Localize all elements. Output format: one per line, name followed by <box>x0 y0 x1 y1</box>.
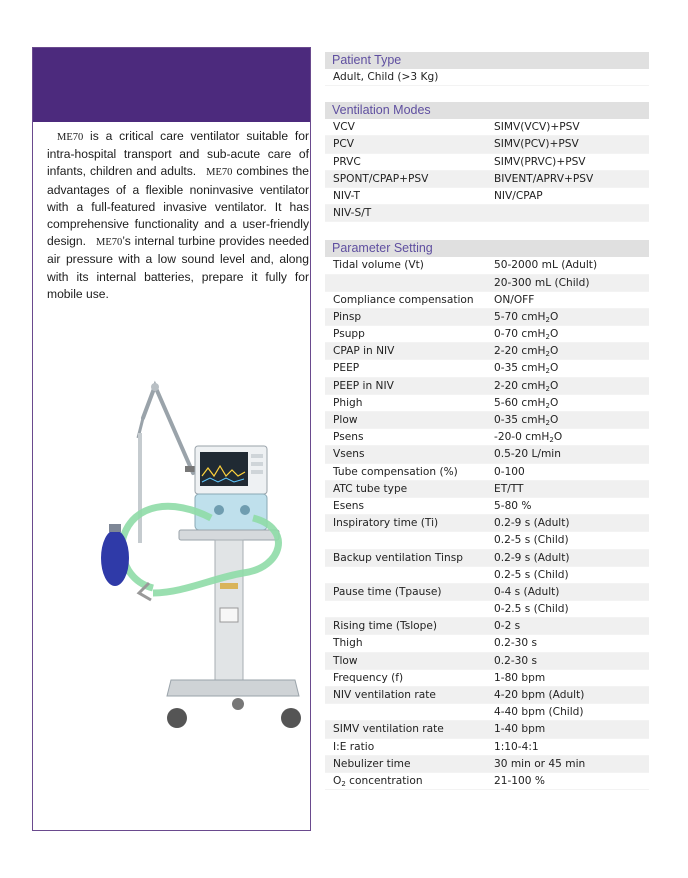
parameter-value <box>494 205 649 221</box>
parameter-value: 4-20 bpm (Adult) <box>494 689 585 701</box>
parameter-value: 1-80 bpm <box>494 671 546 684</box>
table-row <box>325 756 649 773</box>
parameter-value: 0-4 s (Adult) <box>494 585 560 598</box>
parameter-value: SIMV(PCV)+PSV <box>494 138 579 151</box>
parameter-name: PCV <box>333 138 355 151</box>
parameter-name: SPONT/CPAP+PSV <box>333 172 429 185</box>
description-sentence-3: ’s internal turbine provides needed air pressure with a low sound level and, along with its internal batteries, prepare it fully for mobile use. <box>47 234 309 301</box>
patient-type-list <box>325 69 649 86</box>
table-row <box>325 171 649 188</box>
parameter-value: 0.2-5 s (Child) <box>494 568 569 581</box>
parameter-name: PRVC <box>333 155 361 168</box>
parameter-value: SIMV(PRVC)+PSV <box>494 155 586 168</box>
parameter-value: 5-70 cmH$_2$O <box>494 310 559 324</box>
table-row <box>325 429 649 446</box>
parameter-value: 0-35 cmH$_2$O <box>494 414 559 427</box>
parameter-name <box>325 704 494 720</box>
table-row <box>325 601 649 618</box>
table-row <box>325 257 649 274</box>
parameter-value: 50-2000 mL (Adult) <box>494 259 598 272</box>
parameter-name: Phigh <box>333 396 363 409</box>
parameter-value: ON/OFF <box>494 293 535 306</box>
parameter-name: Inspiratory time (Ti) <box>333 517 439 530</box>
parameter-value: 0-2.5 s (Child) <box>494 603 569 616</box>
table-row <box>325 119 649 136</box>
parameter-name: $O_2$ concentration <box>333 774 423 788</box>
parameter-name: I:E ratio <box>333 740 375 753</box>
table-row <box>325 550 649 567</box>
parameter-name <box>325 601 494 617</box>
table-row <box>325 395 649 412</box>
parameter-value: SIMV(VCV)+PSV <box>494 121 580 134</box>
parameter-name: Pinsp <box>333 310 362 323</box>
table-row <box>325 721 649 738</box>
parameter-name: Psupp <box>333 328 365 341</box>
parameter-name: Esens <box>333 499 364 512</box>
parameter-name: ATC tube type <box>333 482 408 495</box>
parameter-name <box>325 275 494 291</box>
table-row <box>325 343 649 360</box>
specifications <box>325 52 649 790</box>
product-description <box>47 128 309 303</box>
parameter-name: PEEP in NIV <box>333 379 394 392</box>
parameter-name: Frequency (f) <box>333 671 404 684</box>
table-row <box>325 326 649 343</box>
table-row <box>325 515 649 532</box>
parameter-name: Psens <box>333 431 364 444</box>
ventilator-image <box>93 378 308 743</box>
parameter-name: NIV-S/T <box>333 207 372 220</box>
description-sentence-2: combines the advantages of a flexible noninvasive ventilator with a full-featured invasive ventilator. It has comprehensive functionality and a user-friendly design. <box>47 164 310 249</box>
parameter-value: 0-100 <box>494 465 525 478</box>
table-row <box>325 154 649 171</box>
table-row <box>325 136 649 153</box>
parameter-value: 20-300 mL (Child) <box>494 276 590 289</box>
parameter-name: Rising time (Tslope) <box>333 620 438 633</box>
parameter-setting-header: Parameter Setting <box>325 240 649 257</box>
parameter-name <box>325 567 494 583</box>
parameter-name: Tidal volume (Vt) <box>333 259 424 272</box>
parameter-value: 0-70 cmH$_2$O <box>494 328 559 342</box>
parameter-name: CPAP in NIV <box>333 345 395 358</box>
table-row <box>325 739 649 756</box>
brand-name: ME70 <box>96 237 123 249</box>
parameter-name: PEEP <box>333 362 360 375</box>
parameter-value: 2-20 cmH$_2$O <box>494 379 559 393</box>
table-row <box>325 704 649 721</box>
parameter-value: 5-80 % <box>494 499 532 512</box>
table-row <box>325 567 649 584</box>
table-row <box>325 498 649 515</box>
table-row <box>325 69 649 86</box>
parameter-name: Thigh <box>333 637 363 650</box>
parameter-value: 2-20 cmH$_2$O <box>494 345 559 359</box>
ventilation-modes-header: Ventilation Modes <box>325 102 649 119</box>
parameter-name: Tlow <box>333 654 358 667</box>
parameter-value: 5-60 cmH$_2$O <box>494 396 559 410</box>
brand-name: ME70 <box>206 167 233 179</box>
parameter-value: 1-40 bpm <box>494 723 546 736</box>
parameter-name: VCV <box>333 121 355 134</box>
parameter-setting-table <box>325 257 649 790</box>
parameter-name <box>325 532 494 548</box>
table-row <box>325 635 649 652</box>
parameter-name: Pause time (Tpause) <box>333 585 442 598</box>
patient-type-value: Adult, Child (>3 Kg) <box>333 71 439 83</box>
table-row <box>325 618 649 635</box>
parameter-name: Compliance compensation <box>333 293 474 306</box>
table-row <box>325 188 649 205</box>
parameter-value: 0.2-9 s (Adult) <box>494 517 570 530</box>
ventilation-modes-table <box>325 119 649 222</box>
parameter-value: NIV/CPAP <box>494 189 543 202</box>
parameter-value: -20-0 cmH$_2$O <box>494 431 563 445</box>
table-row <box>325 412 649 429</box>
parameter-value: 30 min or 45 min <box>494 757 586 770</box>
table-row <box>325 653 649 670</box>
patient-type-header: Patient Type <box>325 52 649 69</box>
table-row <box>325 687 649 704</box>
table-row <box>325 481 649 498</box>
parameter-value: 0.5-20 L/min <box>494 448 561 461</box>
parameter-name: Plow <box>333 414 358 426</box>
table-row <box>325 464 649 481</box>
parameter-value: BIVENT/APRV+PSV <box>494 172 594 185</box>
parameter-value: 4-40 bpm (Child) <box>494 706 584 719</box>
parameter-value: 0-2 s <box>494 620 521 633</box>
table-row <box>325 584 649 601</box>
parameter-value: 0.2-30 s <box>494 637 538 650</box>
parameter-name: Backup ventilation Tinsp <box>333 551 463 564</box>
header-band <box>33 48 310 122</box>
brand-name: ME70 <box>57 132 84 143</box>
parameter-name: NIV ventilation rate <box>333 689 436 701</box>
parameter-value: 0.2-9 s (Adult) <box>494 551 570 564</box>
parameter-name: NIV-T <box>333 189 360 202</box>
parameter-value: 21-100 % <box>494 774 545 787</box>
product-panel <box>32 47 311 831</box>
parameter-name: Nebulizer time <box>333 757 411 770</box>
table-row <box>325 309 649 326</box>
table-row <box>325 532 649 549</box>
parameter-value: ET/TT <box>494 482 524 495</box>
table-row <box>325 446 649 463</box>
table-row <box>325 360 649 377</box>
parameter-value: 1:10-4:1 <box>494 740 539 753</box>
parameter-name: SIMV ventilation rate <box>333 723 444 736</box>
description-sentence-1: is a critical care ventilator suitable for intra-hospital transport and sub-acute care of infants, children and adults. <box>47 129 309 179</box>
table-row <box>325 670 649 687</box>
parameter-value: 0-35 cmH$_2$O <box>494 362 559 376</box>
table-row <box>325 378 649 395</box>
table-row <box>325 773 649 790</box>
parameter-name: Vsens <box>333 448 365 461</box>
table-row <box>325 292 649 309</box>
table-row <box>325 275 649 292</box>
table-row <box>325 205 649 222</box>
parameter-value: 0.2-30 s <box>494 654 538 667</box>
parameter-value: 0.2-5 s (Child) <box>494 534 569 547</box>
parameter-name: Tube compensation (%) <box>333 465 458 478</box>
